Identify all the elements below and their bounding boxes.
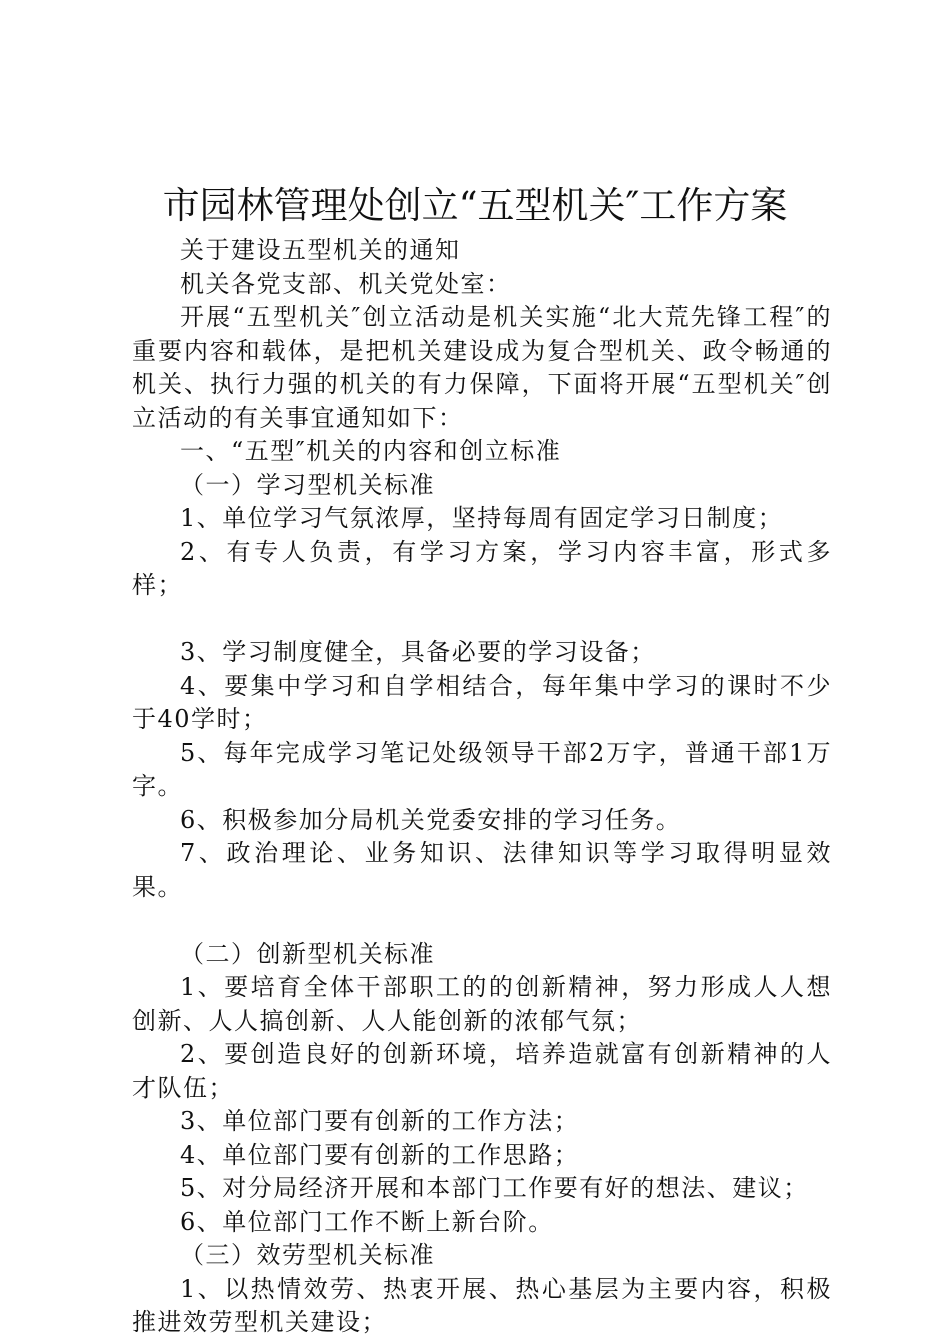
learning-item-2: 2、有专人负责，有学习方案，学习内容丰富，形式多样；: [132, 537, 832, 599]
document-body: [132, 234, 832, 1340]
learning-item-5: 5、每年完成学习笔记处级领导干部2万字，普通干部1万字。: [132, 738, 832, 800]
learning-item-4: 4、要集中学习和自学相结合，每年集中学习的课时不少于40学时；: [132, 671, 832, 733]
notice-heading: 关于建设五型机关的通知: [180, 236, 461, 264]
salutation: 机关各党支部、机关党处室：: [180, 269, 512, 298]
intro-paragraph: 开展“五型机关″创立活动是机关实施“北大荒先锋工程″的重要内容和载体，是把机关建设成为复合型机关、政令畅通的机关、执行力强的机关的有力保障，下面将开展“五型机关″创立活动的有关事宜通知如下：: [132, 303, 832, 432]
subsection-heading-innovation: （二）创新型机关标准: [180, 939, 435, 968]
innovation-item-3: 3、单位部门要有创新的工作方法；: [180, 1107, 580, 1135]
learning-item-7: 7、政治理论、业务知识、法律知识等学习取得明显效果。: [132, 839, 832, 901]
learning-item-1: 1、单位学习气氛浓厚，坚持每周有固定学习日制度；: [180, 504, 784, 532]
blank-line: [132, 904, 832, 938]
innovation-item-2: 2、要创造良好的创新环境，培养造就富有创新精神的人才队伍；: [132, 1040, 832, 1102]
innovation-item-6: 6、单位部门工作不断上新台阶。: [180, 1207, 554, 1236]
document-title: 市园林管理处创立“五型机关″工作方案: [162, 184, 788, 227]
subsection-heading-service: （三）效劳型机关标准: [180, 1241, 435, 1269]
learning-item-3: 3、学习制度健全，具备必要的学习设备；: [180, 638, 656, 666]
innovation-item-5: 5、对分局经济开展和本部门工作要有好的想法、建议；: [180, 1174, 809, 1202]
section-heading-1: 一、“五型″机关的内容和创立标准: [180, 437, 562, 465]
learning-item-6: 6、积极参加分局机关党委安排的学习任务。: [180, 805, 682, 834]
subsection-heading-learning: （一）学习型机关标准: [180, 470, 435, 499]
service-item-1: 1、以热情效劳、热衷开展、热心基层为主要内容，积极推进效劳型机关建设；: [132, 1274, 832, 1336]
blank-line: [132, 603, 832, 637]
innovation-item-4: 4、单位部门要有创新的工作思路；: [180, 1140, 580, 1169]
innovation-item-1: 1、要培育全体干部职工的的创新精神，努力形成人人想创新、人人搞创新、人人能创新的浓郁气氛；: [132, 973, 832, 1035]
